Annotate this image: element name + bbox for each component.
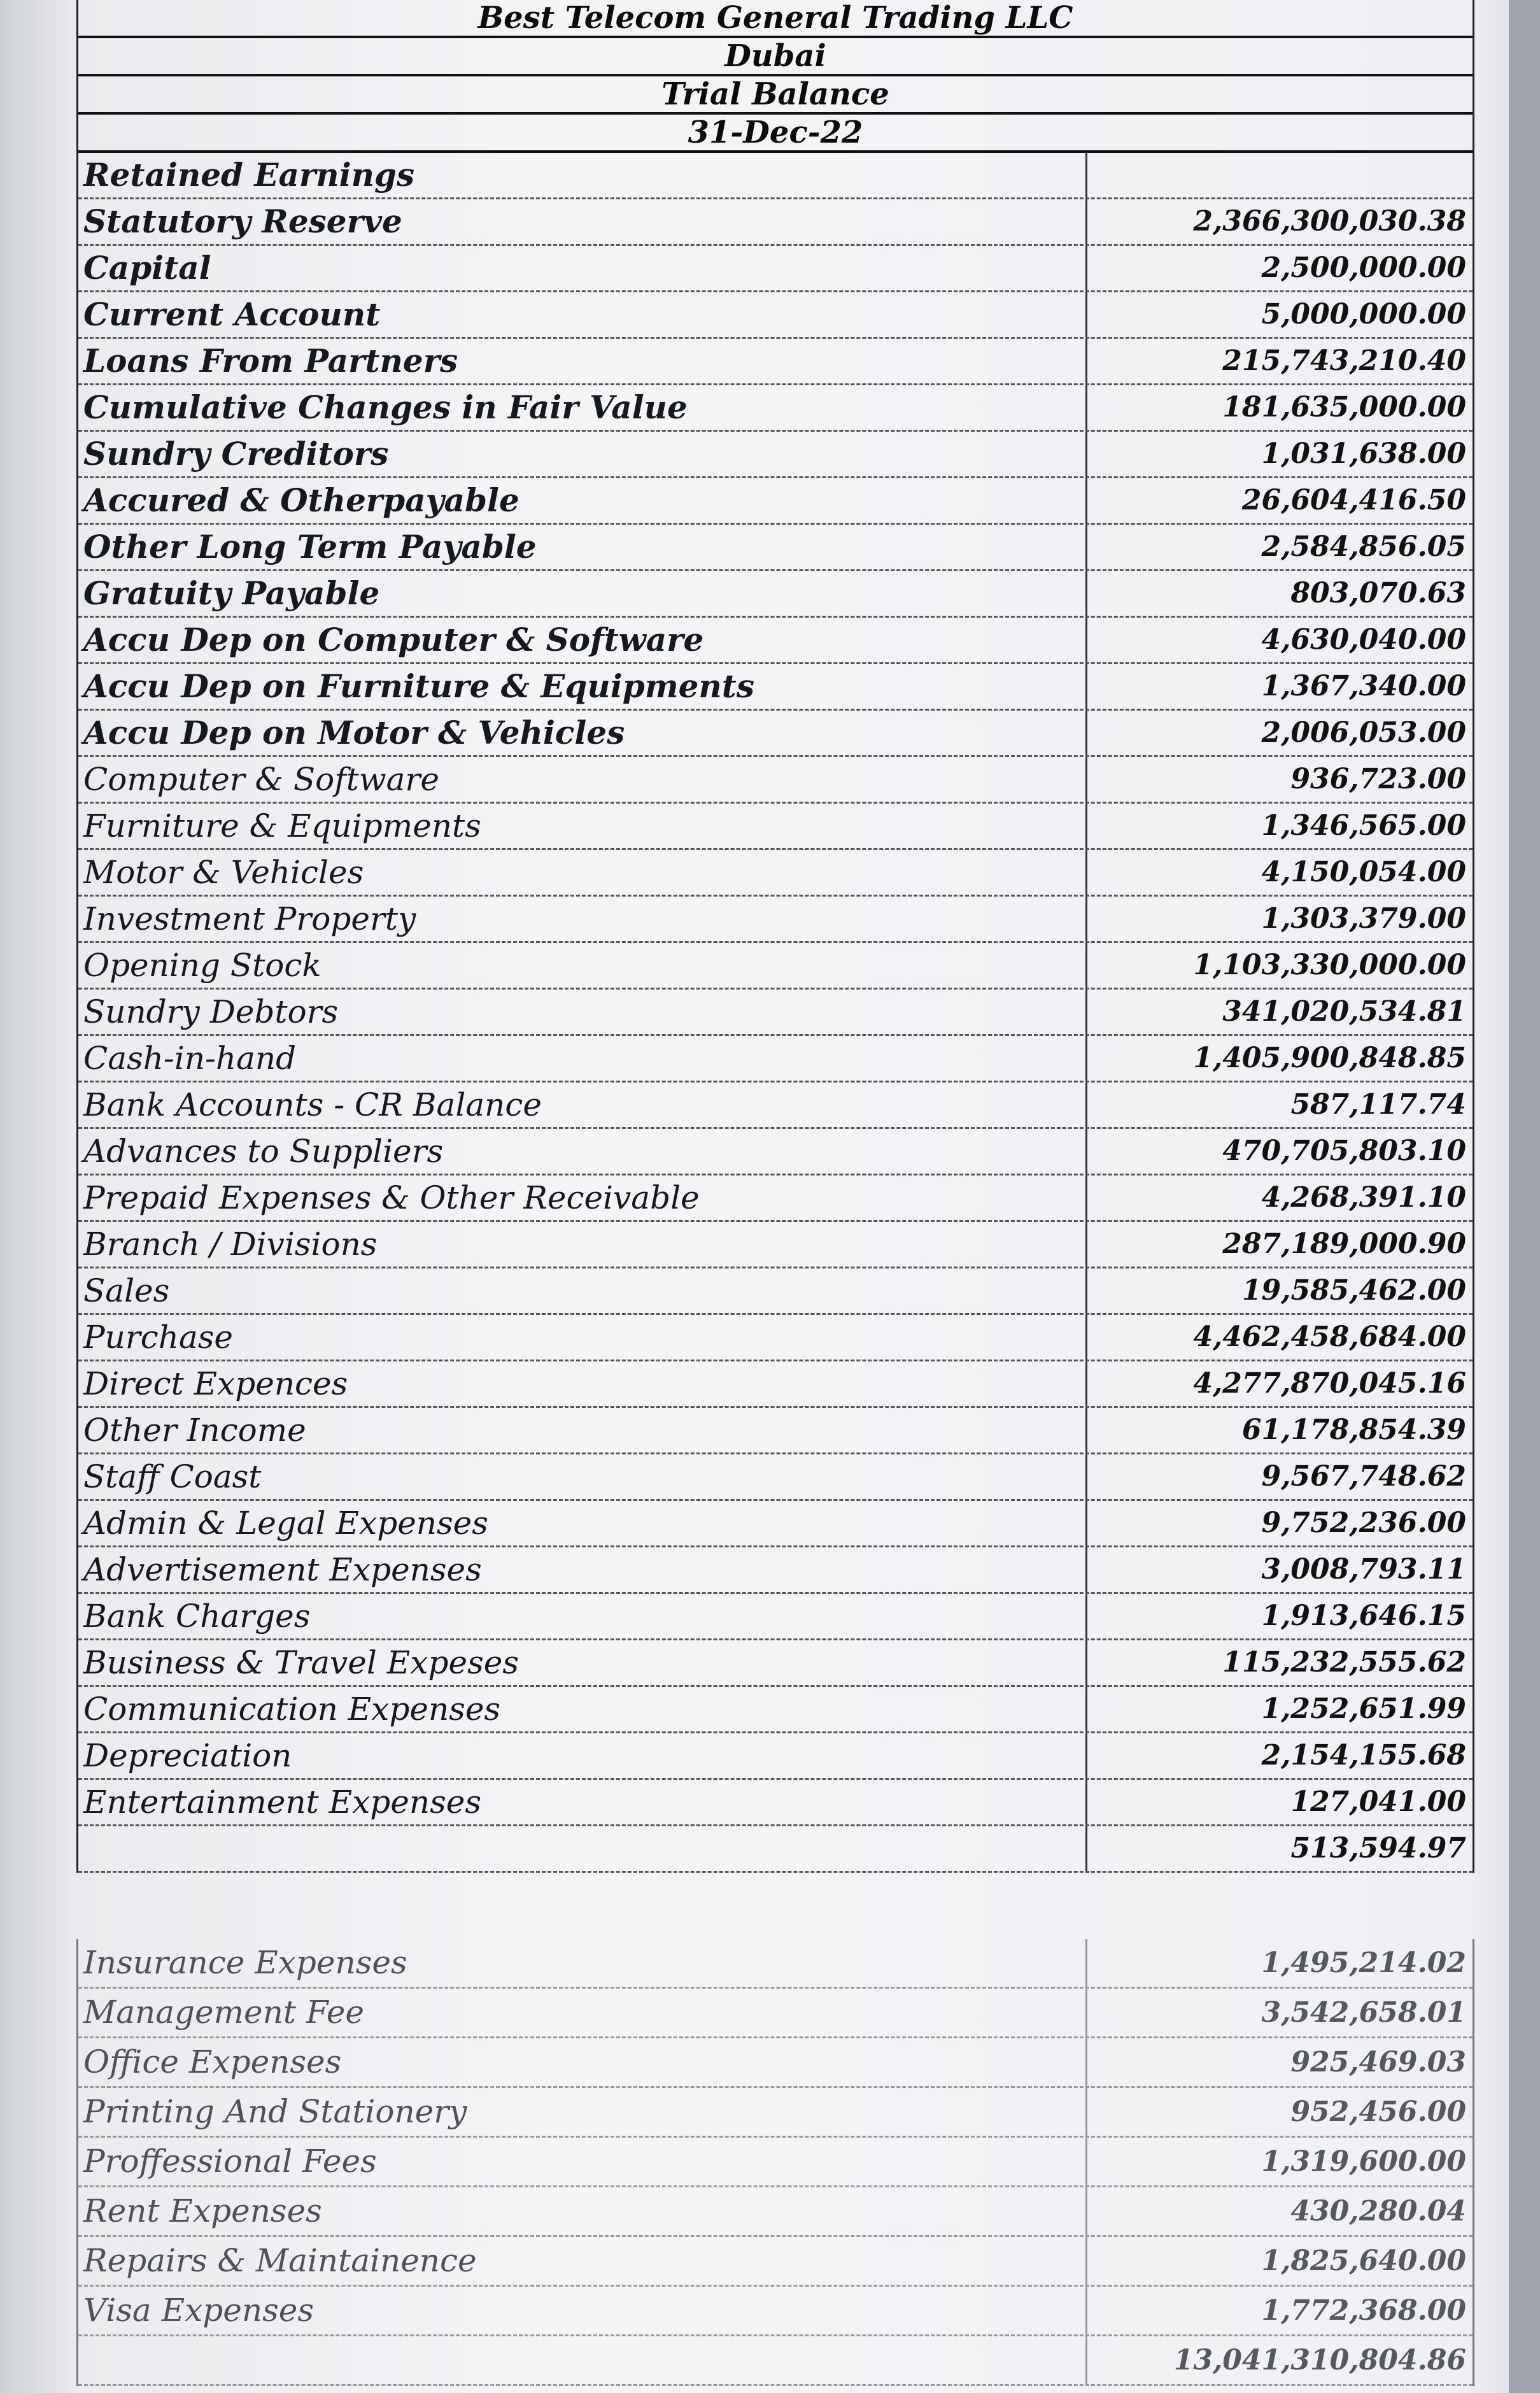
account-name: Business & Travel Expeses <box>83 1644 519 1681</box>
account-rows-continued <box>78 1939 1473 2386</box>
account-amount: 26,604,416.50 <box>1085 478 1473 523</box>
account-name: Repairs & Maintainence <box>83 2242 477 2279</box>
account-name: Office Expenses <box>83 2043 342 2080</box>
account-row[interactable] <box>78 2287 1473 2336</box>
account-name: Direct Expences <box>83 1365 348 1402</box>
account-row[interactable] <box>78 990 1473 1036</box>
account-amount: 2,154,155.68 <box>1085 1733 1473 1778</box>
account-amount: 430,280.04 <box>1085 2187 1473 2235</box>
account-row[interactable] <box>78 1268 1473 1315</box>
account-amount: 1,495,214.02 <box>1085 1939 1473 1987</box>
account-amount: 1,825,640.00 <box>1085 2237 1473 2285</box>
account-name: Capital <box>83 249 211 287</box>
account-name: Sundry Creditors <box>83 435 389 472</box>
account-row[interactable] <box>78 571 1473 618</box>
account-amount: 1,405,900,848.85 <box>1085 1036 1473 1081</box>
account-name: Retained Earnings <box>83 156 415 194</box>
account-amount: 61,178,854.39 <box>1085 1408 1473 1452</box>
account-amount: 3,008,793.11 <box>1085 1547 1473 1592</box>
trial-balance-table-continued <box>76 1939 1474 2386</box>
account-row[interactable] <box>78 664 1473 711</box>
account-name: Sales <box>83 1272 170 1309</box>
account-row[interactable] <box>78 1780 1473 1826</box>
account-amount: 4,150,054.00 <box>1085 850 1473 895</box>
account-amount: 19,585,462.00 <box>1085 1268 1473 1313</box>
account-row[interactable] <box>78 1361 1473 1408</box>
account-amount: 1,319,600.00 <box>1085 2138 1473 2185</box>
account-name: Sundry Debtors <box>83 993 339 1030</box>
account-amount: 287,189,000.90 <box>1085 1222 1473 1267</box>
account-amount: 2,006,053.00 <box>1085 711 1473 755</box>
account-name: Motor & Vehicles <box>83 854 364 891</box>
account-amount: 181,635,000.00 <box>1085 385 1473 430</box>
account-name: Prepaid Expenses & Other Receivable <box>83 1179 700 1216</box>
account-name: Current Account <box>83 295 381 333</box>
account-amount: 9,567,748.62 <box>1085 1454 1473 1499</box>
account-amount: 513,594.97 <box>1085 1826 1473 1871</box>
account-row[interactable] <box>78 1083 1473 1129</box>
city-name: Dubai <box>78 38 1473 76</box>
account-name: Staff Coast <box>83 1458 262 1495</box>
account-row[interactable] <box>78 153 1473 199</box>
account-name: Investment Property <box>83 900 416 937</box>
account-name: Gratuity Payable <box>83 574 380 612</box>
account-name: Bank Charges <box>83 1598 311 1635</box>
account-name: Advances to Suppliers <box>83 1133 444 1170</box>
account-row[interactable] <box>78 1640 1473 1687</box>
account-row[interactable] <box>78 2187 1473 2237</box>
company-name: Best Telecom General Trading LLC <box>78 0 1473 38</box>
account-row[interactable] <box>78 1594 1473 1640</box>
account-amount: 1,772,368.00 <box>1085 2287 1473 2334</box>
account-amount: 341,020,534.81 <box>1085 990 1473 1034</box>
account-amount: 9,752,236.00 <box>1085 1501 1473 1545</box>
account-amount: 4,268,391.10 <box>1085 1175 1473 1220</box>
account-amount: 3,542,658.01 <box>1085 1989 1473 2036</box>
account-row[interactable] <box>78 1175 1473 1222</box>
account-row[interactable] <box>78 199 1473 246</box>
account-name: Accu Dep on Furniture & Equipments <box>83 667 755 705</box>
account-row[interactable] <box>78 897 1473 943</box>
account-row[interactable] <box>78 1408 1473 1454</box>
account-name: Purchase <box>83 1319 234 1356</box>
report-title: Trial Balance <box>78 76 1473 115</box>
account-amount: 1,367,340.00 <box>1085 664 1473 709</box>
account-name: Bank Accounts - CR Balance <box>83 1086 542 1123</box>
account-row[interactable] <box>78 1501 1473 1547</box>
account-row[interactable] <box>78 1036 1473 1083</box>
account-row[interactable] <box>78 1687 1473 1733</box>
account-row[interactable] <box>78 943 1473 990</box>
row-gap <box>76 1834 1471 1936</box>
account-amount: 1,346,565.00 <box>1085 804 1473 848</box>
account-name: Furniture & Equipments <box>83 807 481 844</box>
account-row[interactable] <box>78 432 1473 478</box>
account-row[interactable] <box>78 246 1473 292</box>
account-name: Visa Expenses <box>83 2292 314 2329</box>
account-name: Advertisement Expenses <box>83 1551 482 1588</box>
account-row[interactable] <box>78 385 1473 432</box>
account-row[interactable] <box>78 618 1473 664</box>
account-name: Statutory Reserve <box>83 202 402 240</box>
account-row[interactable] <box>78 1222 1473 1268</box>
account-name: Loans From Partners <box>83 342 458 380</box>
account-name: Accured & Otherpayable <box>83 481 519 519</box>
account-row[interactable] <box>78 1315 1473 1361</box>
account-amount: 4,462,458,684.00 <box>1085 1315 1473 1360</box>
account-name: Cumulative Changes in Fair Value <box>83 388 688 426</box>
account-amount: 5,000,000.00 <box>1085 292 1473 337</box>
account-amount: 215,743,210.40 <box>1085 339 1473 383</box>
account-amount: 1,103,330,000.00 <box>1085 943 1473 988</box>
account-name: Other Income <box>83 1412 306 1449</box>
account-amount: 4,630,040.00 <box>1085 618 1473 662</box>
account-row[interactable] <box>78 525 1473 571</box>
account-row[interactable] <box>78 711 1473 757</box>
account-name: Management Fee <box>83 1994 364 2031</box>
account-amount: 2,500,000.00 <box>1085 246 1473 290</box>
account-amount: 1,252,651.99 <box>1085 1687 1473 1731</box>
account-row[interactable] <box>78 1733 1473 1780</box>
account-name: Opening Stock <box>83 947 321 984</box>
account-row[interactable] <box>78 850 1473 897</box>
account-rows <box>78 153 1473 1873</box>
account-row[interactable] <box>78 1454 1473 1501</box>
account-amount: 2,584,856.05 <box>1085 525 1473 569</box>
account-amount: 4,277,870,045.16 <box>1085 1361 1473 1406</box>
account-name: Communication Expenses <box>83 1691 501 1728</box>
account-name: Cash-in-hand <box>83 1040 297 1077</box>
account-amount: 925,469.03 <box>1085 2038 1473 2086</box>
account-amount: 936,723.00 <box>1085 757 1473 802</box>
account-name: Admin & Legal Expenses <box>83 1505 488 1542</box>
account-row[interactable] <box>78 1547 1473 1594</box>
account-row[interactable] <box>78 478 1473 525</box>
account-name: Other Long Term Payable <box>83 528 537 565</box>
account-row[interactable] <box>78 757 1473 804</box>
trial-balance-table <box>76 0 1474 1873</box>
account-name: Proffessional Fees <box>83 2143 377 2180</box>
account-name: Accu Dep on Motor & Vehicles <box>83 714 625 751</box>
window-edge <box>1509 0 1540 2393</box>
account-amount: 952,456.00 <box>1085 2088 1473 2136</box>
account-row[interactable] <box>78 2038 1473 2088</box>
account-name: Depreciation <box>83 1737 292 1774</box>
account-row[interactable] <box>78 2336 1473 2386</box>
account-amount: 803,070.63 <box>1085 571 1473 616</box>
account-name: Rent Expenses <box>83 2192 322 2229</box>
account-row[interactable] <box>78 2088 1473 2138</box>
account-row[interactable] <box>78 1989 1473 2038</box>
account-name: Printing And Stationery <box>83 2093 467 2130</box>
account-row[interactable] <box>78 1939 1473 1989</box>
account-amount: 1,913,646.15 <box>1085 1594 1473 1638</box>
account-amount: 1,031,638.00 <box>1085 432 1473 476</box>
account-amount: 13,041,310,804.86 <box>1085 2336 1473 2384</box>
account-amount: 2,366,300,030.38 <box>1085 199 1473 244</box>
account-name: Branch / Divisions <box>83 1226 378 1263</box>
account-amount: 470,705,803.10 <box>1085 1129 1473 1174</box>
account-name: Computer & Software <box>83 761 439 798</box>
account-row[interactable] <box>78 2237 1473 2287</box>
account-name: Accu Dep on Computer & Software <box>83 621 704 658</box>
account-row[interactable] <box>78 292 1473 339</box>
account-amount: 115,232,555.62 <box>1085 1640 1473 1685</box>
account-name: Entertainment Expenses <box>83 1784 481 1821</box>
account-amount: 127,041.00 <box>1085 1780 1473 1824</box>
account-row[interactable] <box>78 339 1473 385</box>
account-row[interactable] <box>78 804 1473 850</box>
account-row[interactable] <box>78 1129 1473 1175</box>
account-name: Insurance Expenses <box>83 1944 407 1981</box>
account-amount: 587,117.74 <box>1085 1083 1473 1127</box>
account-amount <box>1085 153 1473 197</box>
account-row[interactable] <box>78 2138 1473 2187</box>
account-amount: 1,303,379.00 <box>1085 897 1473 941</box>
report-date: 31-Dec-22 <box>78 115 1473 153</box>
